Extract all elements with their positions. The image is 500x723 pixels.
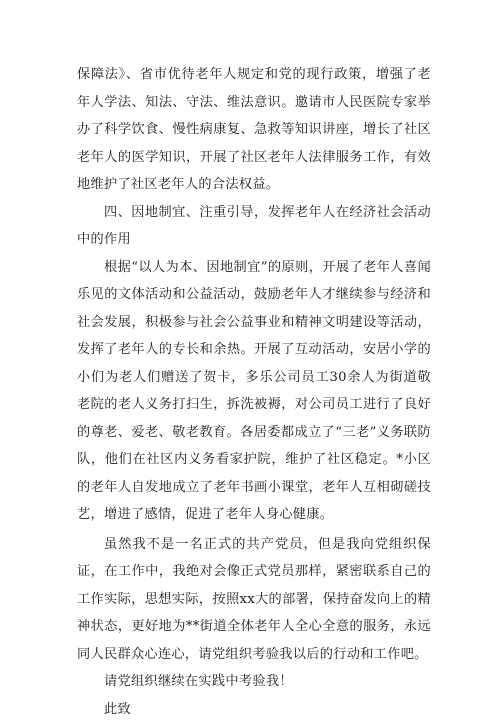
document-body	[77, 61, 431, 723]
closing-salutation: 此致	[77, 696, 431, 723]
section-heading-four: 四、因地制宜、注重引导，发挥老年人在经济社会活动中的作用	[77, 199, 431, 254]
paragraph-legal-protection: 保障法》、省市优待老年人规定和党的现行政策，增强了老年人学法、知法、守法、维法意识。邀请市人民医院专家举办了科学饮食、慢性病康复、急救等知识讲座，增长了社区老年人的医学知识，开展了社区老年人法律服务工作，有效地维护了社区老年人的合法权益。	[77, 61, 431, 199]
paragraph-request: 请党组织继续在实践中考验我！	[77, 668, 431, 696]
paragraph-pledge: 虽然我不是一名正式的共产党员，但是我向党组织保证，在工作中，我绝对会像正式党员那样，紧密联系自己的工作实际，思想实际，按照xx大的部署，保持奋发向上的精神状态，更好地为**街道全体老年人全心全意的服务，永远同人民群众心连心，请党组织考验我以后的行动和工作吧。	[77, 531, 431, 669]
paragraph-activities: 根据“以人为本、因地制宜”的原则，开展了老年人喜闻乐见的文体活动和公益活动，鼓励老年人才继续参与经济和社会发展，积极参与社会公益事业和精神文明建设等活动，发挥了老年人的专长和余热。开展了互动活动，安居小学的小们为老人们赠送了贺卡，多乐公司员工30余人为街道敬老院的老人义务打扫生，拆洗被褥，对公司员工进行了良好的尊老、爱老、敬老教育。各居委都成立了“三老”义务联防队，他们在社区内义务看家护院，维护了社区稳定。*小区的老年人自发地成立了老年书画小课堂，老年人互相砌磋技艺，增进了感情，促进了老年人身心健康。	[77, 254, 431, 529]
